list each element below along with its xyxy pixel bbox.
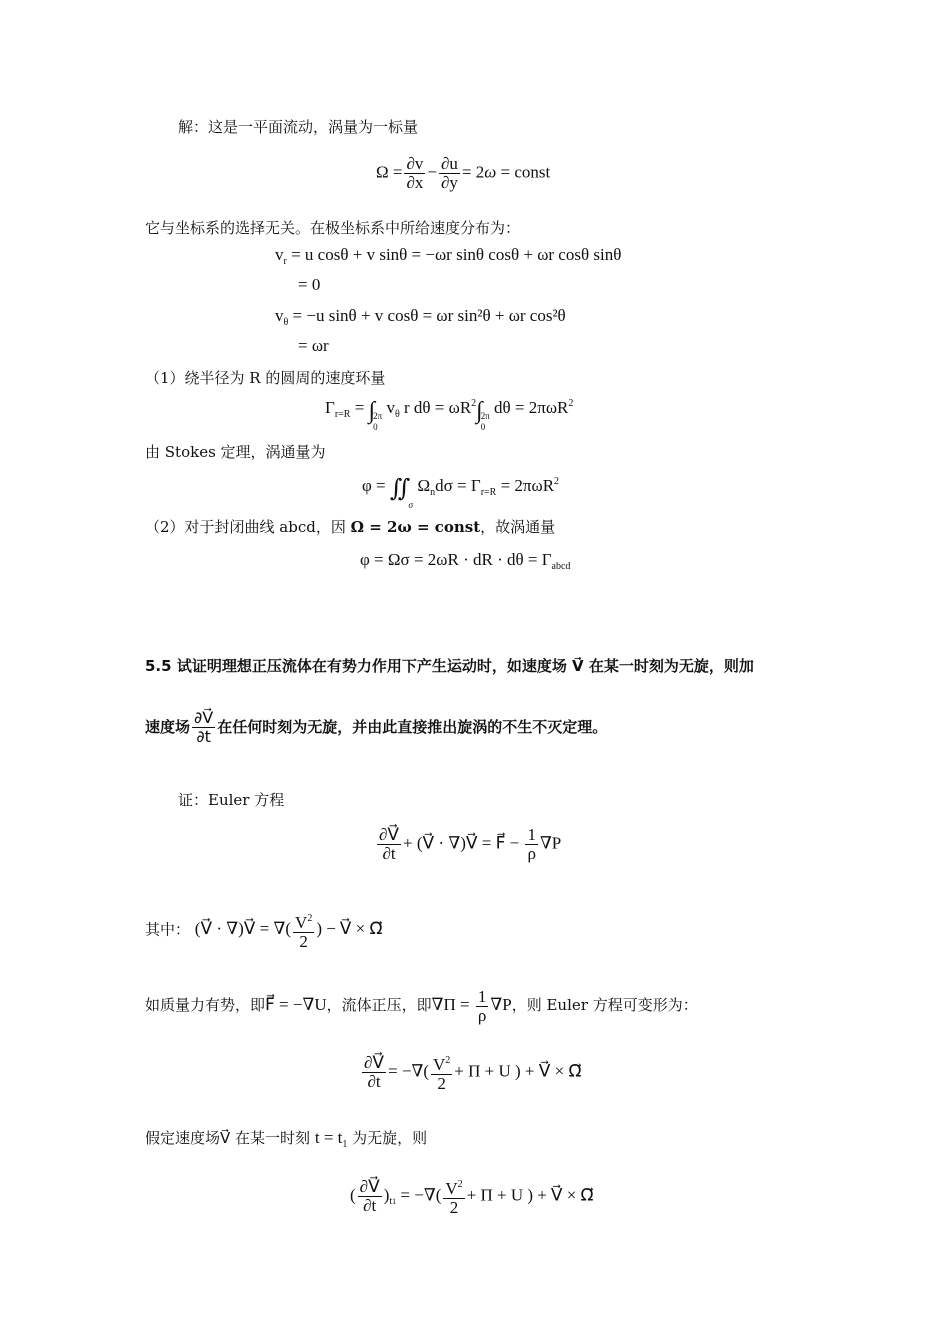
circulation-equation: $\Gamma_{r=R}$ = ∫ 2π 0 $v_\theta$ r $d\theta = \omega R^2\int$ 2π 0 dθ = 2πωR$^2$ bbox=[325, 398, 574, 432]
transformed-euler-equation: $\frac{\partial V⃗}{\partial t}$ = −∇( $\frac{V^2}{2}$ + Π + U ) + V⃗ × Ω⃗ bbox=[364, 1053, 582, 1093]
problem-5-5-line1: 5.5 试证明理想正压流体在有势力作用下产生运动时，如速度场 V⃗ 在某一时刻为无旋，则加 bbox=[145, 657, 754, 675]
euler-at-t1-equation: ( $\frac{\partial V⃗}{\partial t}$ )$_{t1}$ = −∇( $\frac{V^2}{2}$ + Π + U ) + V⃗ × Ω⃗ bbox=[350, 1177, 594, 1217]
part-2-text: （2）对于封闭曲线 abcd，因 Ω = 2ω = const，故涡通量 bbox=[145, 518, 556, 536]
vtheta-result: = ωr bbox=[298, 336, 329, 355]
identity-line: 其中： (V⃗ · ∇)V⃗ = ∇( $\frac{V^2}{2}$ ) − V⃗ × Ω⃗ bbox=[145, 910, 382, 951]
solution-intro: 解：这是一平面流动，涡量为一标量 bbox=[178, 118, 419, 136]
vorticity-equation: Ω = $\frac{\partial v}{\partial x}$ − $\frac{\partial u}{\partial y}$ = 2ω = const bbox=[376, 154, 551, 192]
coordinate-text: 它与坐标系的选择无关。在极坐标系中所给速度分布为： bbox=[145, 219, 521, 237]
potential-condition-line: 如质量力有势，即F⃗ = −∇U，流体正压，即∇Π = $\frac{1}{\rho}$ ∇P，则 Euler 方程可变形为： bbox=[145, 986, 698, 1025]
vr-equation: $v_r = u$ cosθ + v sinθ = −ωr sinθ cosθ + ωr cosθ sinθ bbox=[275, 245, 622, 267]
vr-result: = 0 bbox=[298, 275, 321, 294]
proof-intro: 证：Euler 方程 bbox=[178, 791, 285, 809]
closed-curve-flux-equation: φ = Ωσ = 2ωR · dR · $d\theta = \Gamma_{abcd}$ bbox=[360, 550, 571, 572]
problem-5-5-line2: 速度场 $\frac{\partial V⃗}{\partial t}$ 在任何时刻为无旋，并由此直接推出旋涡的不生不灭定理。 bbox=[145, 708, 608, 746]
part-1-text: （1）绕半径为 R 的圆周的速度环量 bbox=[145, 369, 386, 387]
vortex-flux-equation: φ = ∬ σ $\Omega_nd\sigma = \Gamma_{r=R} = 2\pi\omega R^2$ bbox=[362, 476, 560, 510]
stokes-text: 由 Stokes 定理，涡通量为 bbox=[145, 443, 326, 461]
euler-equation: $\frac{\partial V⃗}{\partial t}$ + (V⃗ · ∇)V⃗ = F⃗ − $\frac{1}{\rho}$ ∇P bbox=[379, 825, 562, 863]
assumption-line: 假定速度场V⃗ 在某一时刻 $t = t_1$ 为无旋，则 bbox=[145, 1128, 428, 1150]
vtheta-equation: $v_\theta = -u$ sinθ + v cosθ = ωr sin²θ + ωr cos²θ bbox=[275, 306, 566, 328]
convective-identity: (V⃗ · ∇)V⃗ = ∇( $\frac{V^2}{2}$ ) − V⃗ × Ω⃗ bbox=[195, 919, 383, 938]
